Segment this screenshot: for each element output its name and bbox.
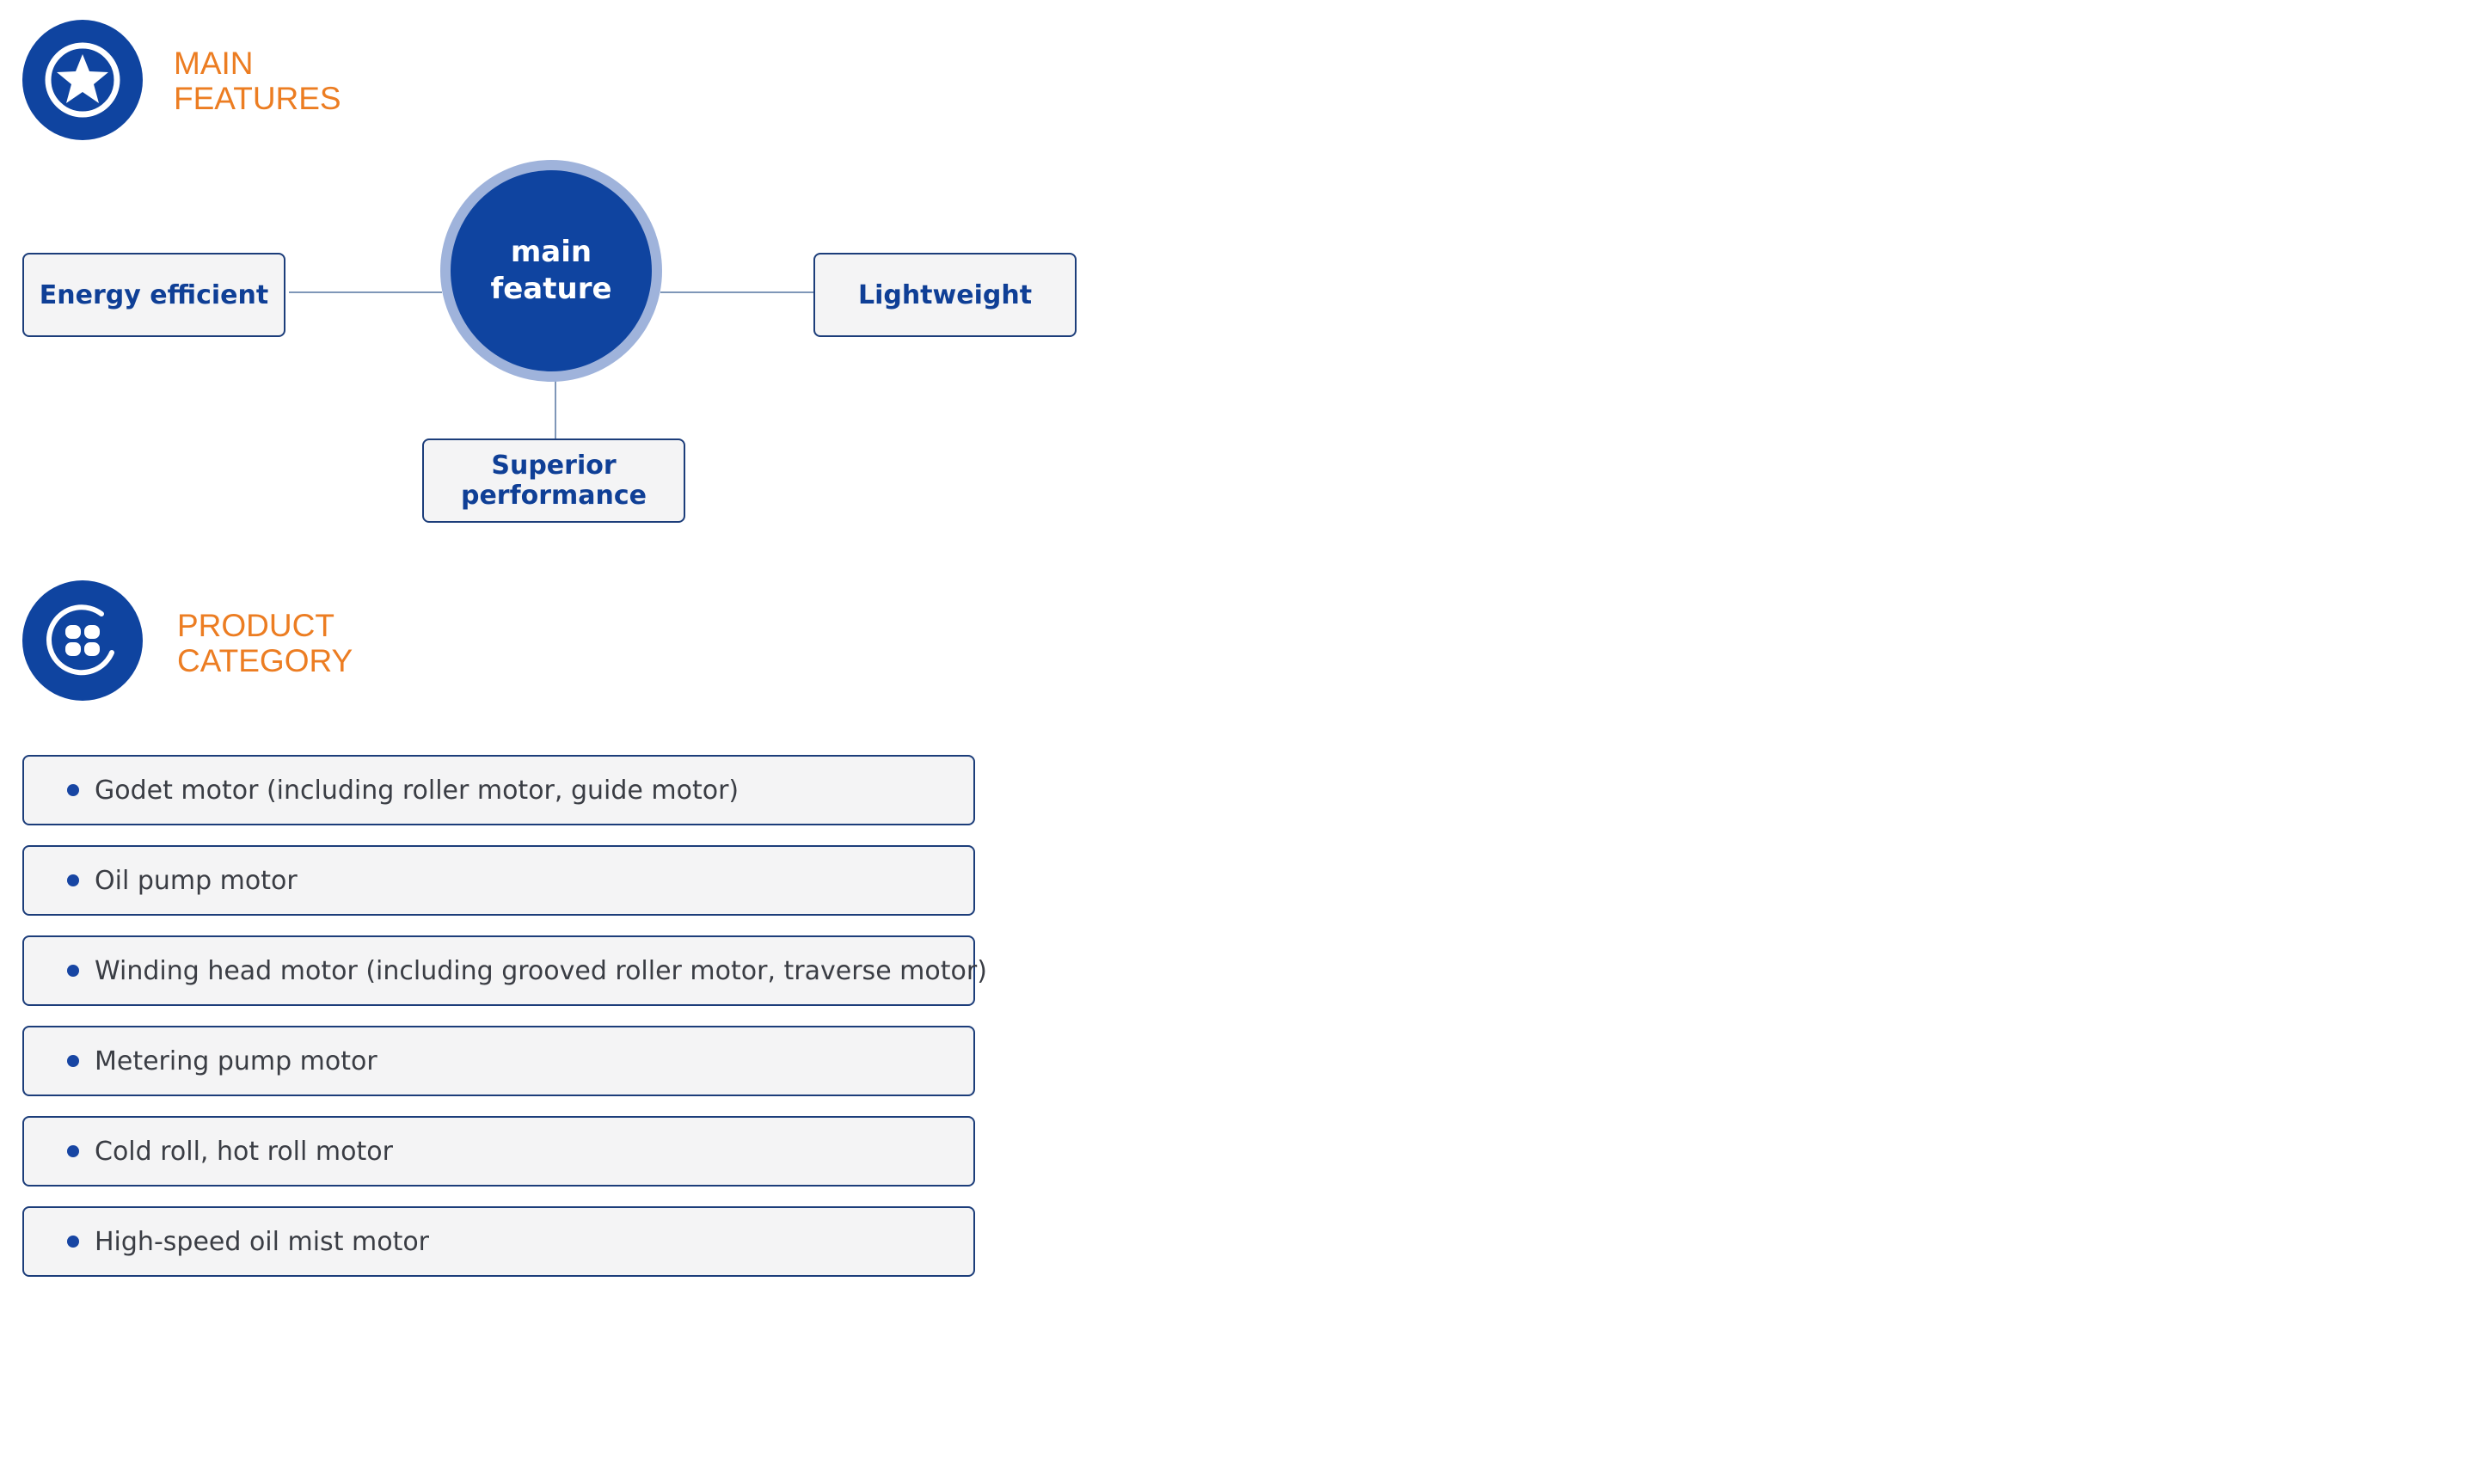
feature-energy-efficient: Energy efficient bbox=[22, 253, 285, 337]
star-icon bbox=[22, 20, 143, 140]
main-feature-node bbox=[440, 160, 662, 382]
connector-right bbox=[660, 291, 813, 293]
list-item-label: Cold roll, hot roll motor bbox=[95, 1136, 393, 1167]
main-features-title: MAIN FEATURES bbox=[174, 46, 341, 116]
bullet-icon bbox=[67, 1145, 79, 1157]
bullet-icon bbox=[67, 1055, 79, 1067]
list-item bbox=[22, 935, 987, 1006]
list-item-label: Winding head motor (including grooved roller motor, traverse motor) bbox=[95, 955, 987, 986]
main-feature-label: main feature bbox=[451, 170, 652, 371]
bullet-icon bbox=[67, 965, 79, 977]
list-item-label: High-speed oil mist motor bbox=[95, 1226, 430, 1257]
connector-left bbox=[289, 291, 442, 293]
list-item-label: Metering pump motor bbox=[95, 1046, 377, 1076]
list-item bbox=[22, 1116, 975, 1187]
feature-lightweight: Lightweight bbox=[813, 253, 1077, 337]
connector-bottom bbox=[555, 380, 556, 440]
product-category-title: PRODUCT CATEGORY bbox=[177, 608, 353, 678]
list-item bbox=[22, 1026, 975, 1096]
bullet-icon bbox=[67, 1236, 79, 1248]
list-item-label: Godet motor (including roller motor, guide motor) bbox=[95, 775, 739, 806]
feature-superior-performance: Superior performance bbox=[422, 438, 685, 523]
list-item-label: Oil pump motor bbox=[95, 865, 298, 896]
bullet-icon bbox=[67, 784, 79, 796]
list-item bbox=[22, 755, 975, 825]
list-item bbox=[22, 845, 975, 916]
clover-icon bbox=[22, 580, 143, 701]
bullet-icon bbox=[67, 874, 79, 886]
list-item bbox=[22, 1206, 975, 1277]
